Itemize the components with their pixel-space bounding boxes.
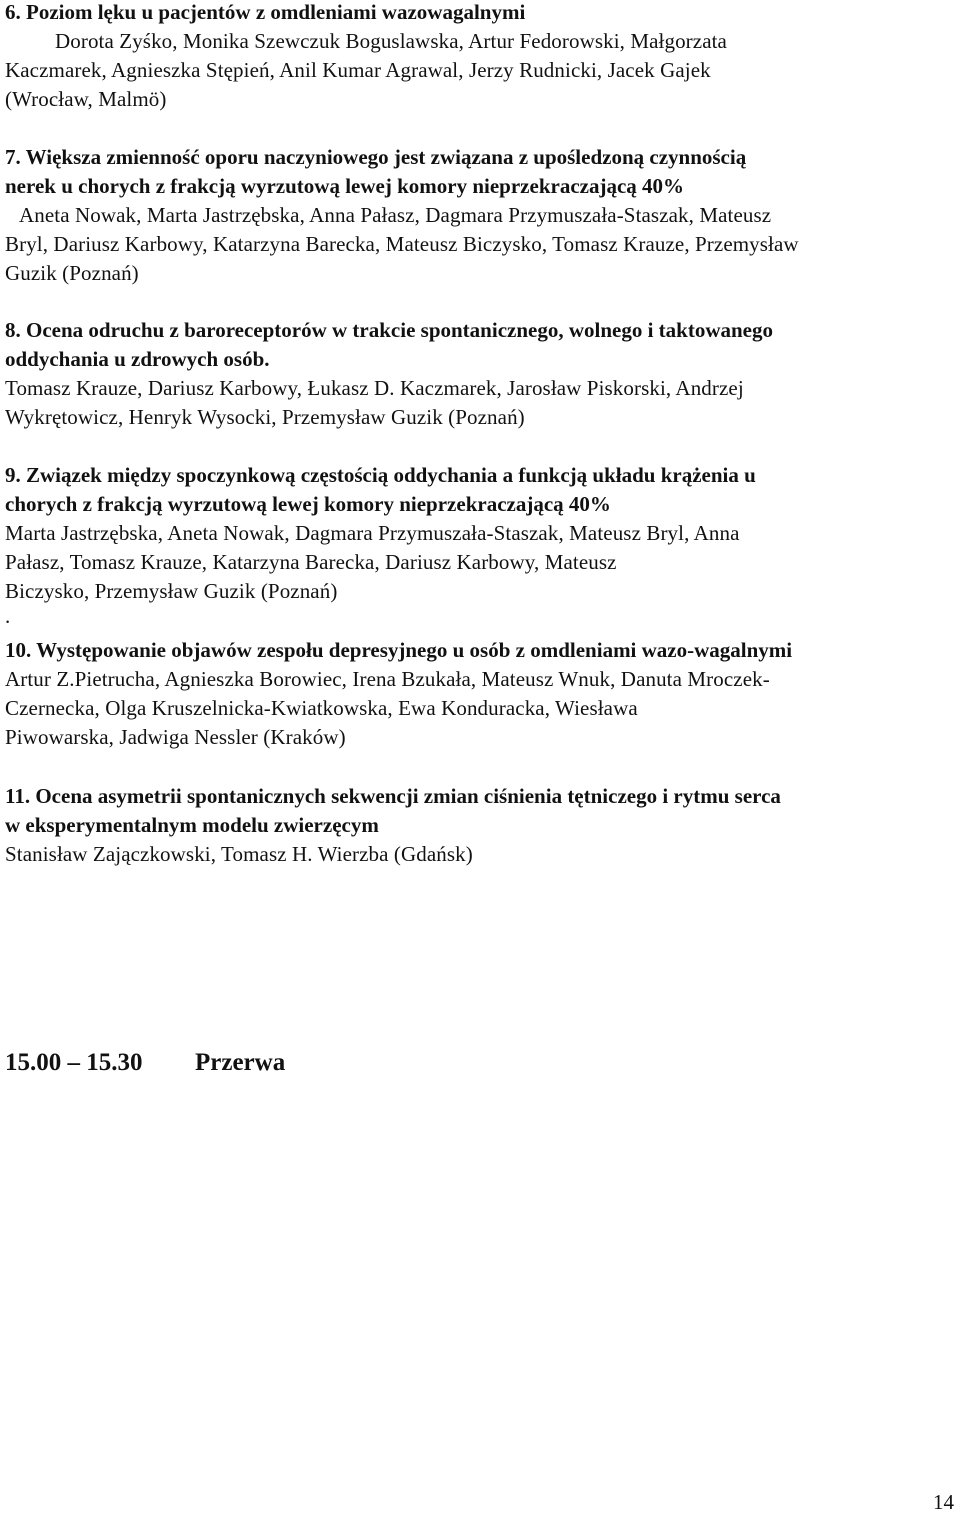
entry-11-title-line-1: 11. Ocena asymetrii spontanicznych sekwencji zmian ciśnienia tętniczego i rytmu serca — [5, 784, 781, 808]
entry-10-authors-line-1: Artur Z.Pietrucha, Agnieszka Borowiec, Irena Bzukała, Mateusz Wnuk, Danuta Mroczek- — [5, 667, 770, 691]
break-label: Przerwa — [195, 1049, 286, 1076]
entry-6-authors-line-2: Kaczmarek, Agnieszka Stępień, Anil Kumar Agrawal, Jerzy Rudnicki, Jacek Gajek — [5, 58, 711, 82]
entry-10-authors-line-2: Czernecka, Olga Kruszelnicka-Kwiatkowska, Ewa Konduracka, Wiesława — [5, 696, 638, 720]
entry-9-authors-line-3: Biczysko, Przemysław Guzik (Poznań) — [5, 579, 338, 603]
entry-9-title-line-2: chorych z frakcją wyrzutową lewej komory nieprzekraczającą 40% — [5, 492, 611, 516]
entry-7-title-line-1: 7. Większa zmienność oporu naczyniowego jest związana z upośledzoną czynnością — [5, 145, 747, 169]
entry-8-title-line-2: oddychania u zdrowych osób. — [5, 347, 270, 371]
entry-9-title-line-1: 9. Związek między spoczynkową częstością oddychania a funkcją układu krążenia u — [5, 463, 756, 487]
entry-6-authors-line-3: (Wrocław, Malmö) — [5, 87, 167, 111]
entry-8-authors-line-1: Tomasz Krauze, Dariusz Karbowy, Łukasz D. Kaczmarek, Jarosław Piskorski, Andrzej — [5, 376, 744, 400]
entry-6-authors-line-1: Dorota Zyśko, Monika Szewczuk Boguslawska, Artur Fedorowski, Małgorzata — [55, 29, 727, 53]
entry-6-title: 6. Poziom lęku u pacjentów z omdleniami wazowagalnymi — [5, 0, 526, 24]
break-row — [5, 1048, 286, 1077]
entry-7-authors-line-1: Aneta Nowak, Marta Jastrzębska, Anna Pałasz, Dagmara Przymuszała-Staszak, Mateusz — [19, 203, 772, 227]
page-number: 14 — [933, 1490, 954, 1514]
entry-9-authors-line-2: Pałasz, Tomasz Krauze, Katarzyna Barecka, Dariusz Karbowy, Mateusz — [5, 550, 617, 574]
entry-10-title: 10. Występowanie objawów zespołu depresyjnego u osób z omdleniami wazo-wagalnymi — [5, 638, 793, 662]
entry-11-authors-line-1: Stanisław Zajączkowski, Tomasz H. Wierzba (Gdańsk) — [5, 842, 473, 866]
entry-8-authors-line-2: Wykrętowicz, Henryk Wysocki, Przemysław Guzik (Poznań) — [5, 405, 525, 429]
entry-8-title-line-1: 8. Ocena odruchu z baroreceptorów w trakcie spontanicznego, wolnego i taktowanego — [5, 318, 773, 342]
stray-dot: . — [5, 604, 11, 628]
entry-7-authors-line-2: Bryl, Dariusz Karbowy, Katarzyna Barecka, Mateusz Biczysko, Tomasz Krauze, Przemysław — [5, 232, 799, 256]
entry-7-authors-line-3: Guzik (Poznań) — [5, 261, 139, 285]
entry-10-authors-line-3: Piwowarska, Jadwiga Nessler (Kraków) — [5, 725, 346, 749]
entry-7-title-line-2: nerek u chorych z frakcją wyrzutową lewej komory nieprzekraczającą 40% — [5, 174, 685, 198]
entry-9-authors-line-1: Marta Jastrzębska, Aneta Nowak, Dagmara Przymuszała-Staszak, Mateusz Bryl, Anna — [5, 521, 740, 545]
entry-11-title-line-2: w eksperymentalnym modelu zwierzęcym — [5, 813, 379, 837]
break-time: 15.00 – 15.30 — [5, 1049, 143, 1076]
